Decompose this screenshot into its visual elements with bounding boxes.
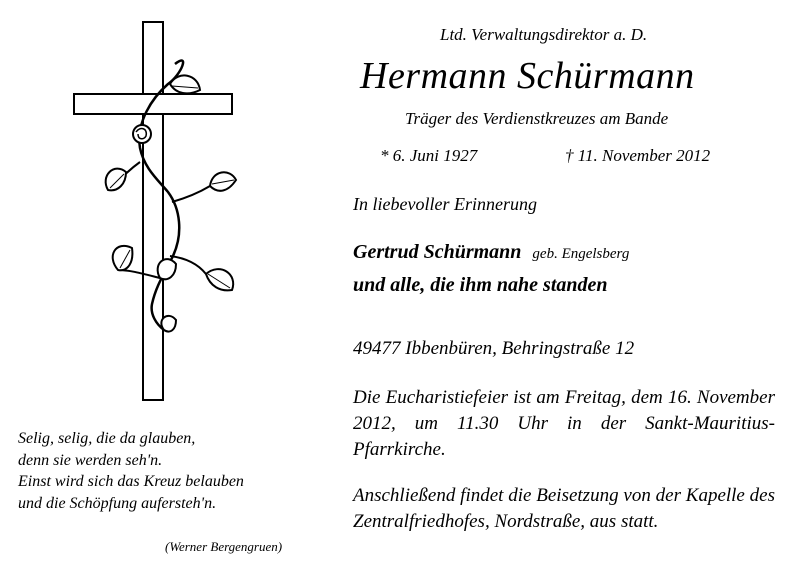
family-name: Gertrud Schürmann (353, 241, 522, 263)
poem-author: (Werner Bergengruen) (165, 539, 283, 554)
poem-line: Einst wird sich das Kreuz belauben (18, 473, 244, 490)
memory-line: In liebevoller Erinnerung (353, 194, 537, 214)
poem-line: denn sie werden seh'n. (18, 451, 163, 469)
family-birthname: geb. Engelsberg (532, 246, 630, 262)
deceased-name: Hermann Schürmann (360, 55, 695, 97)
deceased-honor: Träger des Verdienstkreuzes am Bande (405, 109, 669, 128)
poem-line: und die Schöpfung aufersteh'n. (18, 494, 217, 512)
death-date: † 11. November 2012 (565, 146, 711, 165)
family-name-line (353, 241, 629, 264)
address: 49477 Ibbenbüren, Behringstraße 12 (353, 338, 635, 359)
deceased-title: Ltd. Verwaltungsdirektor a. D. (440, 25, 648, 44)
family-others: und alle, die ihm nahe standen (353, 274, 608, 296)
burial-info: Anschließend findet die Beisetzung von der Kapelle des Zentralfriedhofes, Nordstraße, aus statt. (353, 485, 775, 532)
poem (18, 428, 338, 514)
birth-date: * 6. Juni 1927 (380, 146, 478, 165)
poem-line: Selig, selig, die da glauben, (18, 430, 196, 447)
service-info: Die Eucharistiefeier ist am Freitag, dem 16. November 2012, um 11.30 Uhr in der Sankt-Mauritius-Pfarrkirche. (353, 387, 775, 460)
cross-with-rose-icon (60, 12, 260, 412)
